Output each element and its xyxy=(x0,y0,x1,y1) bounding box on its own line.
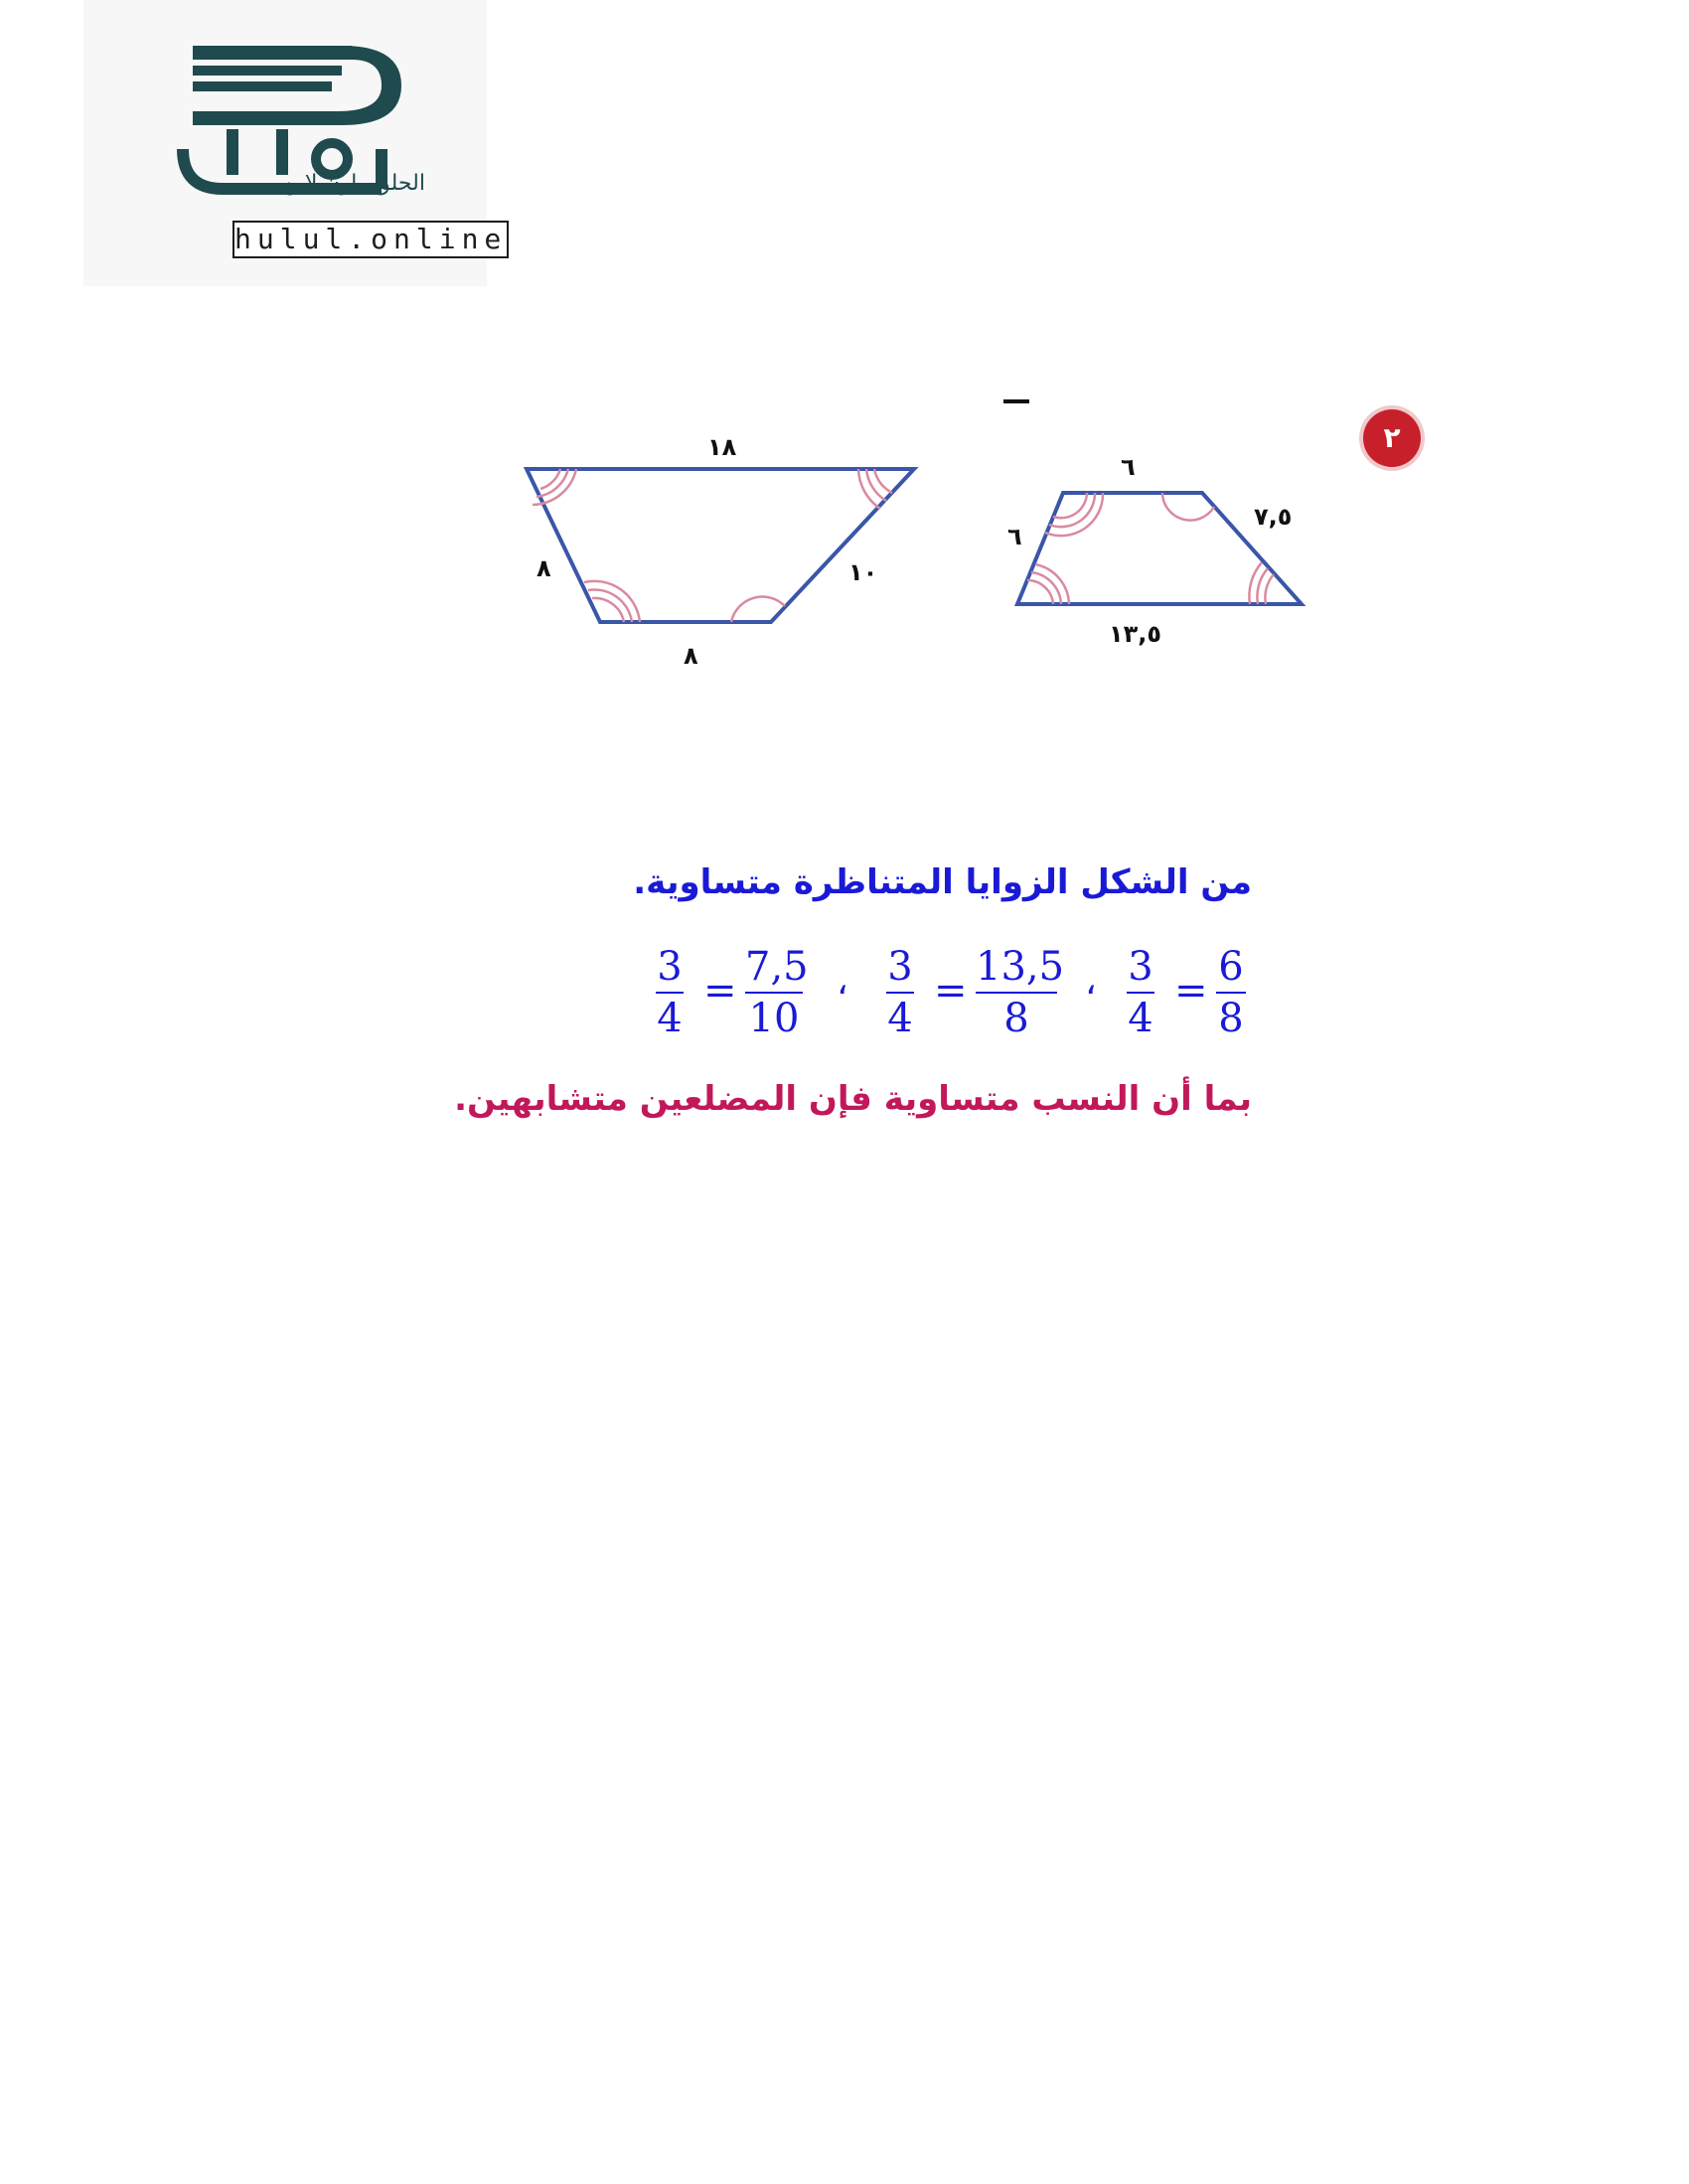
separator-b: ، xyxy=(1085,962,1097,1003)
label-right-left-side: ٦ xyxy=(1007,523,1022,550)
label-left-bottom: ٨ xyxy=(684,642,698,670)
label-left-top: ١٨ xyxy=(707,433,737,461)
fraction-3-4-b: 3 4 xyxy=(887,944,913,1041)
left-trapezoid xyxy=(527,469,914,622)
label-right-right-side: ٧,٥ xyxy=(1254,503,1293,531)
label-left-side: ٨ xyxy=(537,554,551,582)
fraction-6-over-8: 6 8 xyxy=(1216,944,1246,1041)
equals-sign-c: = xyxy=(1174,968,1208,1014)
equals-sign-a: = xyxy=(703,968,737,1014)
label-right-bottom: ١٣,٥ xyxy=(1109,620,1162,648)
logo-subtitle: الحلول اون لاين xyxy=(282,171,425,196)
fraction-3-4-a: 3 4 xyxy=(657,944,683,1041)
solution-angles-statement: من الشكل الزوايا المتناظرة متساوية. xyxy=(633,862,1252,902)
trapezoids-figure xyxy=(517,393,1451,692)
label-left-right-side: ١٠ xyxy=(848,558,878,586)
fraction-3-4-c: 3 4 xyxy=(1128,944,1153,1041)
site-logo xyxy=(83,0,508,286)
trapezoids-drawing xyxy=(517,393,1451,692)
logo-url: hulul.online xyxy=(232,221,509,258)
equals-sign-b: = xyxy=(934,968,968,1014)
problem-number-badge: ٢ xyxy=(1363,409,1421,467)
ratios-row xyxy=(656,944,1262,1043)
solution-conclusion: بما أن النسب متساوية فإن المضلعين متشابهين. xyxy=(454,1079,1252,1119)
label-right-top: ٦ xyxy=(1121,453,1136,481)
fraction-13-5-over-8: 13,5 8 xyxy=(976,944,1065,1041)
separator-a: ، xyxy=(837,962,848,1003)
fraction-7-5-over-10: 7,5 10 xyxy=(745,944,809,1041)
